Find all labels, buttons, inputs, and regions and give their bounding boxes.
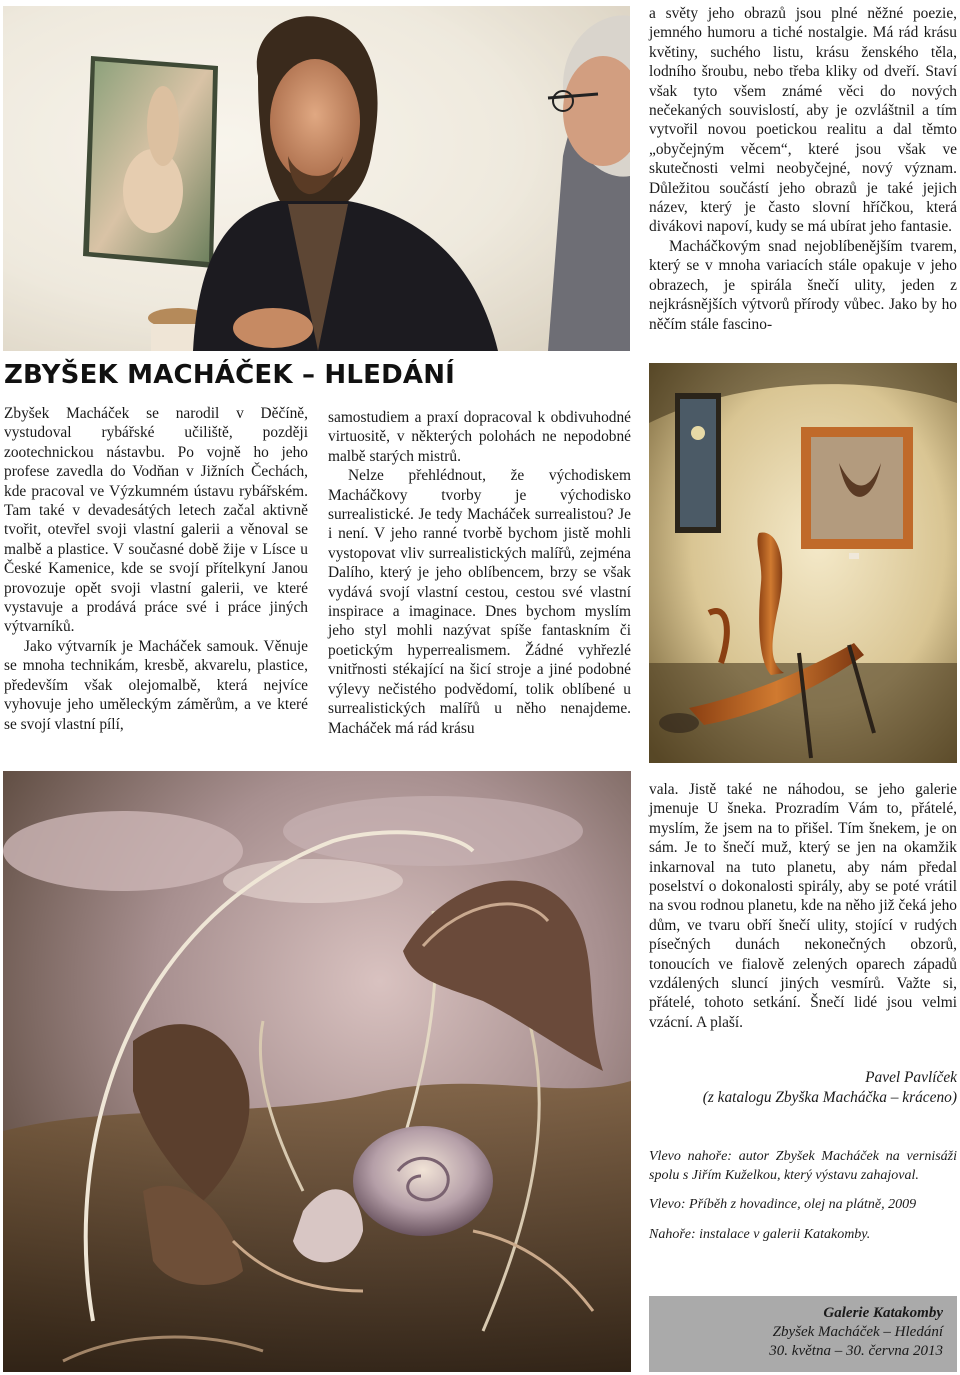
- caption-installation: Nahoře: instalace v galerii Katakomby.: [649, 1226, 871, 1242]
- paragraph: a světy jeho obrazů jsou plné něžné poezie, jemného humoru a tiché nostalgie. Má rád krásu květiny, suchého listu, krásu ženského těla, lodního šroubu, nebo třeba kliky od dveří. Staví však tyto všem známé věci do nových nečekaných souvislostí, aby je ozvláštnil a tím vytvořil novou poetickou realitu a dal těmto „obyčejným věcem“, které jsou však ve skutečnosti velmi neobyčejné, nový význam. Důležitou součástí jeho obrazů je také jejich název, který je často slovní hříčkou, která divákovi napoví, kudy se má ubírat jeho fantasie.: [649, 5, 957, 236]
- painting-pribeh-z-hovadince: [3, 771, 631, 1372]
- article-column-3-bottom: [649, 780, 957, 1032]
- vernissage-photo: [3, 6, 630, 351]
- exhibition-dates: 30. května – 30. června 2013: [769, 1343, 943, 1359]
- author-name: Pavel Pavlíček: [865, 1069, 957, 1086]
- caption-painting: Vlevo: Příběh z hovadince, olej na plátně, 2009: [649, 1197, 917, 1212]
- venue-name: Galerie Katakomby: [823, 1305, 943, 1321]
- author-signature: [649, 1068, 957, 1108]
- paragraph: Jako výtvarník je Macháček samouk. Věnuje se mnoha technikám, kresbě, akvarelu, plastice, především však olejomalbě, která nejvíce vyhovuje jeho uměleckým záměrům, a ve které se svojí vlastní pílí,: [4, 637, 308, 733]
- photo-captions: [649, 1148, 957, 1255]
- paragraph: Zbyšek Macháček se narodil v Děčíně, vystudoval rybářské učiliště, později zootechnickou nástavbu. Po vojně ho jeho profese zavedla do Vodňan v Jižních Čechách, kde pracoval ve Výzkumném ústavu rybářském. Tam také v devadesátých letech začal aktivně tvořit, otevřel svoji vlastní galerii a věnoval se malbě a plastice. V současné době žije v Lísce u České Kamenice, kde se svojí přítelkyní Janou provozuje opět svoji vlastní galerii, ve které vystavuje a prodává práce své i práce jiných výtvarníků.: [4, 405, 308, 636]
- paragraph: Nelze přehlédnout, že východiskem Macháčkovy tvorby je východisko surrealistické. Je tedy Macháček surrealistou? Je i není. V jeho ranné tvorbě bychom jistě mohli vystopovat vliv surrealistických malířů, zejména Dalího, který je jeho oblíbencem, brzy se však vydává svojí vlastní cestou, cestou své vlastní inspirace a imaginace. Dnes bychom myslím jeho styl mohli nazývat spíše fantaskním či poetickým hyperrealismem. Žádné vyhřezlé vnitřnosti stékající na šicí stroje a jiné podobné výlevy nečistého podvědomí, tolik oblíbené u surrealistických malířů u něho nenajdeme. Macháček má rád krásu: [328, 467, 631, 737]
- paragraph: samostudiem a praxí dopracoval k obdivuhodné virtuositě, v některých polohách ne nepodobné malbě starých mistrů.: [328, 409, 631, 465]
- gallery-installation-photo: [649, 363, 957, 763]
- caption-vernissage: Vlevo nahoře: autor Zbyšek Macháček na vernisáži spolu s Jiřím Kuželkou, který výstavu zahajoval.: [649, 1149, 957, 1183]
- exhibition-info-box: [649, 1296, 957, 1372]
- article-title: ZBYŠEK MACHÁČEK – HLEDÁNÍ: [4, 360, 456, 390]
- author-source: (z katalogu Zbyška Macháčka – kráceno): [702, 1089, 957, 1106]
- article-column-2: [328, 408, 631, 738]
- paragraph: Macháčkovým snad nejoblíbenějším tvarem, který se v mnoha variacích stále opakuje v jeho obrazech, je spirála šnečí ulity, jeden z nejkrásnějších výtvorů přírody vůbec. Jako by ho něčím stále fascino-: [649, 237, 957, 333]
- paragraph: vala. Jistě také ne náhodou, se jeho galerie jmenuje U šneka. Prozradím Vám to, přátelé, myslím, že jsem na to přišel. Tím šnekem, je on sám. Je to šnečí muž, který se jen na okamžik inkarnoval na tuto planetu, aby nám předal poselství o dokonalosti spirály, aby se poté vrátil na svou rodnou planetu, kde na něho již čeká jeho dům, ve tvaru obří šnečí ulity, stojící v rudých písečných dunách nekonečných obzorů, tonoucích ve fialově zelených oparech západů vzdálených sluncí jiných vesmírů. Važte si, přátelé, tohoto setkání. Šnečí lidé jsou velmi vzácní. A plaší.: [649, 781, 957, 1031]
- article-column-3-top: [649, 4, 957, 334]
- exhibition-name: Zbyšek Macháček – Hledání: [772, 1324, 943, 1340]
- article-column-1: [4, 404, 308, 734]
